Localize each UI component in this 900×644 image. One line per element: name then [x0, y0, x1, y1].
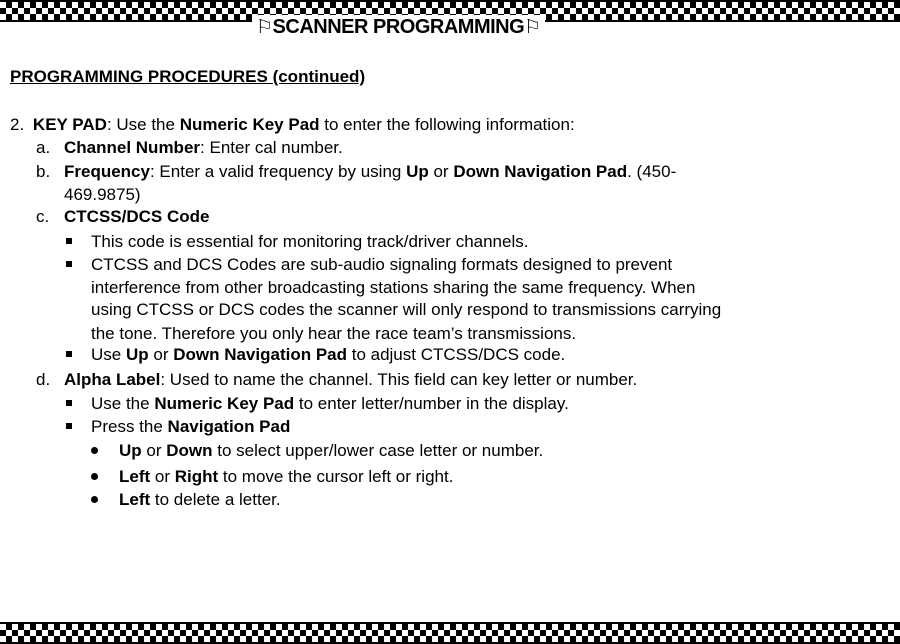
list-item-text: Use the: [91, 394, 155, 413]
list-item: [66, 344, 565, 366]
sub-list-item: [91, 489, 281, 511]
sub-item-text: to delete a letter.: [150, 490, 281, 509]
square-bullet-icon: [66, 261, 72, 267]
list-item-text: Press the: [91, 417, 168, 436]
list-item-bold: Numeric Key Pad: [154, 394, 295, 413]
item-text: : Enter cal number.: [200, 138, 343, 157]
sub-item-bold: Left: [119, 467, 151, 486]
list-item: [66, 393, 569, 415]
list-item-text: Use: [91, 345, 126, 364]
square-bullet-icon: [66, 423, 72, 429]
title-text: SCANNER PROGRAMMING: [272, 16, 525, 38]
item-d: [36, 369, 637, 391]
list-item-text: or: [148, 345, 174, 364]
item-c: [36, 206, 209, 228]
item-bold: Down Navigation Pad: [453, 162, 628, 181]
square-bullet-icon: [66, 400, 72, 406]
sub-item-bold: Right: [174, 467, 219, 486]
item-a: [36, 137, 343, 159]
list-item-continued: using CTCSS or DCS codes the scanner will only respond to transmissions carrying: [91, 300, 722, 319]
flag-left-icon: ⚐: [256, 17, 273, 38]
sub-item-bold: Left: [119, 490, 151, 509]
step-bold: Numeric Key Pad: [179, 115, 320, 134]
list-item-continued: interference from other broadcasting stations sharing the same frequency. When: [91, 278, 696, 297]
square-bullet-icon: [66, 238, 72, 244]
list-item-text: to enter letter/number in the display.: [294, 394, 569, 413]
list-item-bold: Down Navigation Pad: [173, 345, 347, 364]
step-label: KEY PAD: [32, 115, 107, 134]
item-text: : Used to name the channel. This field can key letter or number.: [160, 370, 638, 389]
sub-item-bold: Down: [166, 441, 213, 460]
item-b-continued: 469.9875): [64, 185, 141, 204]
list-item-text: CTCSS and DCS Codes are sub-audio signaling formats designed to prevent: [91, 255, 673, 274]
sub-item-text: to move the cursor left or right.: [218, 467, 454, 486]
item-label: Frequency: [64, 162, 150, 181]
step-text: to enter the following information:: [319, 115, 575, 134]
item-text: : Enter a valid frequency by using: [149, 162, 407, 181]
round-bullet-icon: [91, 496, 98, 503]
item-text: or: [428, 162, 454, 181]
sub-list-item: [91, 466, 453, 488]
flag-right-icon: ⚐: [524, 17, 541, 38]
round-bullet-icon: [91, 447, 98, 454]
item-letter: a.: [36, 138, 51, 157]
item-b: [36, 161, 676, 183]
list-item: [66, 231, 528, 253]
step-number: 2.: [10, 115, 25, 134]
item-text: . (450-: [627, 162, 677, 181]
list-item-bold: Navigation Pad: [167, 417, 291, 436]
round-bullet-icon: [91, 473, 98, 480]
sub-item-text: or: [150, 467, 175, 486]
list-item-continued: the tone. Therefore you only hear the race team’s transmissions.: [91, 324, 577, 343]
item-label: CTCSS/DCS Code: [64, 207, 210, 226]
sub-item-text: to select upper/lower case letter or number.: [212, 441, 544, 460]
square-bullet-icon: [66, 351, 72, 357]
step-2: [10, 114, 575, 136]
item-label: Alpha Label: [64, 370, 161, 389]
list-item-bold: Up: [125, 345, 149, 364]
bottom-checkered-border: [0, 622, 900, 644]
sub-item-text: or: [141, 441, 167, 460]
item-label: Channel Number: [64, 138, 201, 157]
sub-item-bold: Up: [119, 441, 142, 460]
list-item: [66, 254, 672, 276]
section-heading: PROGRAMMING PROCEDURES (continued): [10, 67, 366, 86]
item-letter: c.: [36, 207, 50, 226]
sub-list-item: [91, 440, 543, 462]
list-item-text: This code is essential for monitoring track/driver channels.: [91, 232, 529, 251]
item-letter: d.: [36, 370, 51, 389]
list-item-text: to adjust CTCSS/DCS code.: [347, 345, 566, 364]
item-letter: b.: [36, 162, 51, 181]
list-item: [66, 416, 290, 438]
step-text: : Use the: [106, 115, 180, 134]
item-bold: Up: [406, 162, 429, 181]
page-title: [252, 15, 545, 40]
